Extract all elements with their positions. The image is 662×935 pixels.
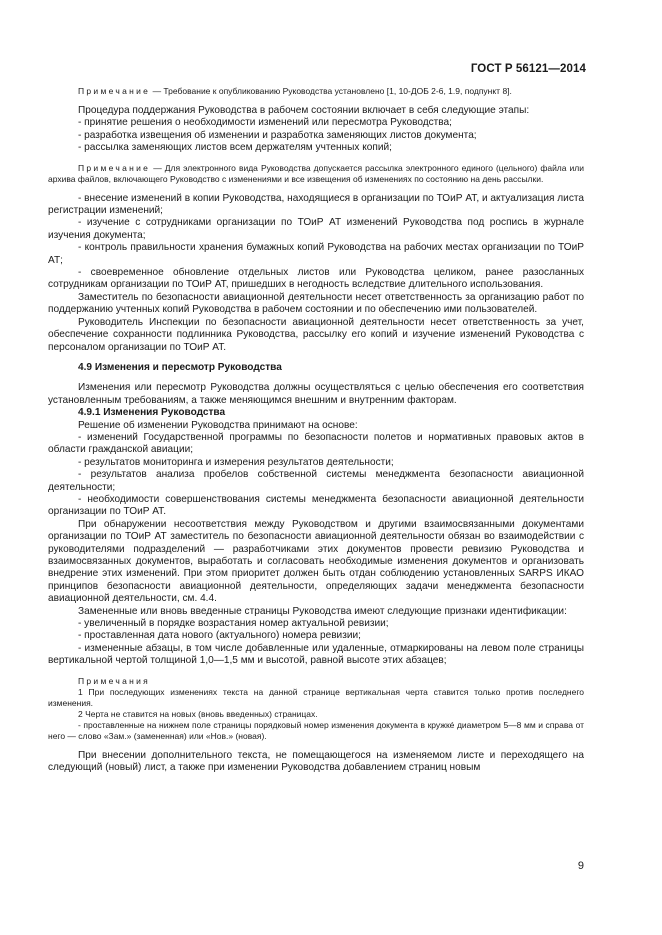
paragraph: Замененные или вновь введенные страницы Руководства имеют следующие признаки идентификации: [78,605,567,617]
list-item: - принятие решения о необходимости изменений или пересмотра Руководства; [78,117,452,129]
note-item: 2 Черта не ставится на новых (вновь введенных) страницах. [78,708,318,719]
note-item: 1 При последующих изменениях текста на данной странице вертикальная черта ставится только против последнего изменения. [48,686,584,708]
list-item: - увеличенный в порядке возрастания номер актуальной ревизии; [78,618,389,630]
list-item: - результатов мониторинга и измерения результатов деятельности; [78,456,394,468]
list-item: - измененные абзацы, в том числе добавленные или удаленные, отмаркированы на левом поле страницы вертикальной чертой толщиной 1,0—1,5 мм и высотой, равной высоте этих абзацев; [48,642,584,667]
page-number: 9 [577,860,584,872]
notes-heading: Примечания [78,675,151,686]
section-heading: 4.9 Изменения и пересмотр Руководства [78,361,282,373]
paragraph: При внесении дополнительного текста, не помещающегося на изменяемом листе и переходящего на следующий (новый) лист, а также при изменении Руководства добавлением страниц новым [48,749,584,774]
subsection-heading: 4.9.1 Изменения Руководства [78,407,226,419]
document-id-header: ГОСТ Р 56121—2014 [470,63,586,75]
paragraph: Изменения или пересмотр Руководства должны осуществляться с целью обеспечения его соответствия установленным требованиям, а также меняющимся внешним и внутренним факторам. [48,382,584,406]
paragraph: Процедура поддержания Руководства в рабочем состоянии включает в себя следующие этапы: [78,105,530,116]
list-item: - изучение с сотрудниками организации по ТОиР АТ изменений Руководства под роспись в журнале изучения документа; [48,217,584,241]
list-item: - проставленная дата нового (актуального) номера ревизии; [78,630,361,642]
note-label: Примечание [78,162,151,173]
note-item: - проставленные на нижнем поле страницы порядковый номер изменения документа в кружкé диаметром 5—8 мм и справа от него — слово «Зам.» (замененная) или «Нов.» (новая). [48,719,584,741]
page-content [48,86,584,774]
paragraph: Решение об изменении Руководства принимают на основе: [78,419,358,431]
list-item: - необходимости совершенствования системы менеджмента безопасности авиационной деятельности организации по ТОиР АТ. [48,493,584,518]
list-item: - изменений Государственной программы по безопасности полетов и нормативных правовых актов в области гражданской авиации; [48,431,584,456]
paragraph: При обнаружении несоответствия между Руководством и другими взаимосвязанными документами организации по ТОиР АТ заместитель по безопасности авиационной деятельности обязан во взаимодействии с руководителями подразделений — разработчиками этих документов провести ревизию Руководства и взаимосвязанных документов, выработать и согласовать необходимые изменения документов и организовать внедрение этих изменений. При этом приоритет должен быть отдан соблюдению установленных SARPS ИКАО принципов безопасности авиационной деятельности, определяющих задачи менеджмента безопасности авиационной деятельности, см. 4.4. [48,518,584,605]
list-item: - результатов анализа пробелов собственной системы менеджмента безопасности авиационной деятельности; [48,469,584,493]
note-paragraph [48,163,584,185]
paragraph: Заместитель по безопасности авиационной деятельности несет ответственность за организацию работ по поддержанию учтенных копий Руководства в рабочем состоянии и по обеспечению ими пользователей. [48,291,584,316]
note-text: — Для электронного вида Руководства допускается рассылка электронного единого (цельного) файла или архива файлов, включающего Руководство с изменениями и все извещения об изменениях по состоянию на день рассылки. [48,162,584,184]
list-item: - своевременное обновление отдельных листов или Руководства целиком, ранее разосланных сотрудникам организации по ТОиР АТ, пришедших в негодность вследствие длительного использования. [48,267,584,291]
note-paragraph [48,86,584,97]
list-item: - рассылка заменяющих листов всем держателям учтенных копий; [78,142,392,154]
list-item: - внесение изменений в копии Руководства, находящиеся в организации по ТОиР АТ, и актуализация листа регистрации изменений; [48,192,584,217]
note-text: — Требование к опубликованию Руководства установлено [1, 10-ДОБ 2-6, 1.9, подпункт 8]. [150,86,512,96]
list-item: - контроль правильности хранения бумажных копий Руководства на рабочих местах организации по ТОиР АТ; [48,242,584,266]
list-item: - разработка извещения об изменении и разработка заменяющих листов документа; [78,129,477,141]
paragraph: Руководитель Инспекции по безопасности авиационной деятельности несет ответственность за учет, обеспечение сохранности подлинника Руководства, рассылку его копий и изучение изменений Руководства с персоналом организации по ТОиР АТ. [48,316,584,353]
note-label: Примечание [78,86,151,96]
